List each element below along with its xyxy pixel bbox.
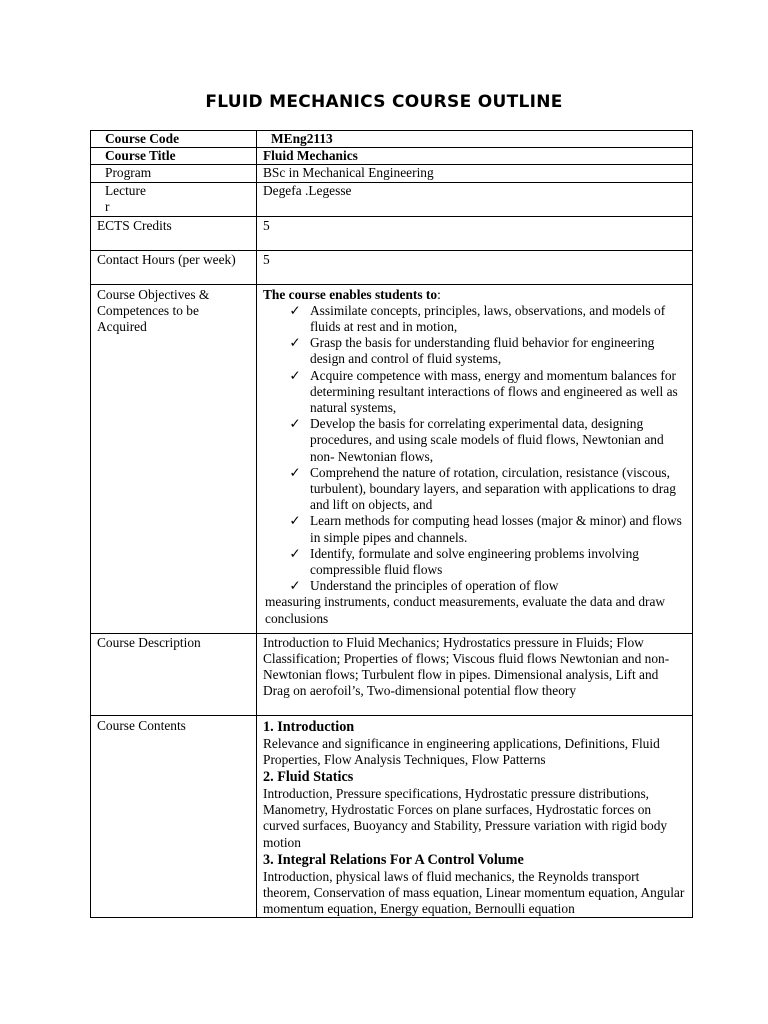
row-course-title [91,148,693,165]
objectives-tail: measuring instruments, conduct measurements, evaluate the data and draw conclusions [265,594,666,626]
contents-label: Course Contents [91,715,257,918]
objective-text: Acquire competence with mass, energy and momentum balances for determining resultant interactions of flows and engineered as well as natural systems, [310,367,678,416]
objective-item [263,303,686,335]
objectives-intro: The course enables students to: [263,286,441,302]
objective-item [263,335,686,367]
contents-section-text: Introduction, physical laws of fluid mechanics, the Reynolds transport theorem, Conservation of mass equation, Linear momentum equation, Angular momentum equation, Energy equation, Bernoulli equation [263,868,685,917]
contents-section-text: Introduction, Pressure specifications, Hydrostatic pressure distributions, Manometry, Hydrostatic Forces on plane surfaces, Hydrostatic forces on curved surfaces, Buoyancy and Stability, Pressure variation with rigid body motion [263,786,668,850]
objective-item [263,578,686,594]
checkmark-icon: ✓ [289,545,301,561]
course-code-label: Course Code [91,131,257,148]
objective-text: Assimilate concepts, principles, laws, observations, and models of fluids at rest and in motion, [310,302,666,335]
lecturer-value: Degefa .Legesse [257,182,693,216]
row-ects [91,216,693,250]
row-description [91,633,693,715]
course-title-label: Course Title [91,148,257,165]
objective-text: Grasp the basis for understanding fluid behavior for engineering design and control of fluid systems, [310,335,655,367]
contact-hours-value: 5 [257,250,693,284]
checkmark-icon: ✓ [289,335,301,351]
ects-value: 5 [257,216,693,250]
objectives-label: Course Objectives & Competences to be Acquired [91,284,257,633]
objective-item [263,546,686,578]
program-value: BSc in Mechanical Engineering [257,165,693,182]
program-label: Program [91,165,257,182]
objective-text: Develop the basis for correlating experimental data, designing procedures, and using scale models of fluid flows, Newtonian and non- Newtonian flows, [310,416,664,464]
checkmark-icon: ✓ [289,416,301,432]
objective-item [263,368,686,417]
objective-item [263,465,686,514]
course-outline-table [90,130,693,918]
checkmark-icon: ✓ [289,302,301,318]
description-text: Introduction to Fluid Mechanics; Hydrostatics pressure in Fluids; Flow Classification; Properties of flows; Viscous fluid flows Newtonian and non-Newtonian flows; Turbulent flow in pipes. Dimensional analysis, Lift and Drag on aerofoil’s, Two-dimensional potential flow theory [257,633,693,715]
row-program [91,165,693,182]
checkmark-icon: ✓ [289,464,301,480]
objective-text: Identify, formulate and solve engineering problems involving compressible fluid flows [310,545,639,578]
row-lecturer [91,182,693,216]
objective-text: Comprehend the nature of rotation, circulation, resistance (viscous, turbulent), boundary layers, and separation with applications to drag and lift on objects, and [310,464,676,513]
row-course-code [91,131,693,148]
contents-section-text: Relevance and significance in engineering applications, Definitions, Fluid Properties, Flow Analysis Techniques, Flow Patterns [263,735,660,767]
objective-text: Understand the principles of operation of flow [310,578,559,594]
row-contents [91,715,693,918]
objective-item [263,513,686,545]
lecturer-label: Lecture r [91,182,257,216]
contents-section-heading: 1. Introduction [263,718,355,735]
checkmark-icon: ✓ [289,513,301,529]
checkmark-icon: ✓ [289,578,301,594]
checkmark-icon: ✓ [289,367,301,383]
row-objectives [91,284,693,633]
objectives-list [263,303,686,595]
objective-text: Learn methods for computing head losses (major & minor) and flows in simple pipes and channels. [310,513,682,545]
contents-section-heading: 3. Integral Relations For A Control Volume [263,851,524,868]
contents-section-heading: 2. Fluid Statics [263,769,354,786]
course-code-value: MEng2113 [257,131,693,148]
objective-item [263,416,686,465]
contents-value [257,715,693,918]
objectives-value [257,284,693,633]
contact-hours-label: Contact Hours (per week) [91,250,257,284]
page-title: FLUID MECHANICS COURSE OUTLINE [205,92,563,112]
course-title-value: Fluid Mechanics [257,148,693,165]
row-contact-hours [91,250,693,284]
description-label: Course Description [91,633,257,715]
ects-label: ECTS Credits [91,216,257,250]
